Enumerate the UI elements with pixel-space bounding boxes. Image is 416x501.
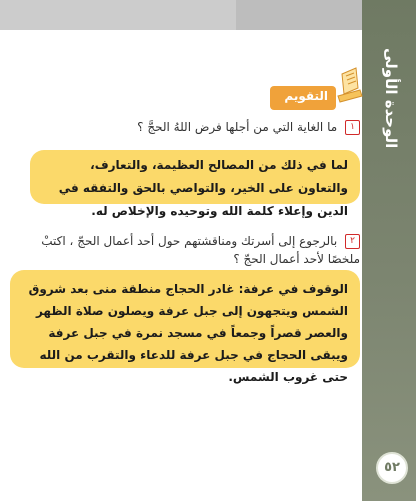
answer-2-text: الوقوف في عرفة: غادر الحجاج منطقة منى بعد شروق الشمس ويتجهون إلى جبل عرفة ويصلون صلاة الظهر والعصر قصراً وجمعاً في مسجد نمرة في جبل عرفة ويبقى الحجاج في جبل عرفة للدعاء والتقرب من الله حتى غروب الشمس. [28, 282, 348, 384]
evaluation-badge-label: التقويم [284, 89, 328, 103]
answer-1-box [30, 150, 360, 218]
question-2-number: ٢ [345, 234, 360, 249]
page-number: ٥٢ [376, 452, 408, 484]
answer-2-box [10, 270, 360, 384]
book-pencil-icon [334, 66, 364, 106]
question-1 [40, 118, 360, 136]
evaluation-badge [270, 86, 336, 110]
question-1-number: ١ [345, 120, 360, 135]
question-2-text: بالرجوع إلى أسرتك ومناقشتهم حول أحد أعمال الحجّ ، اكتبْ ملخصًا لأحد أعمال الحجّ ؟ [41, 234, 360, 266]
question-2 [40, 232, 360, 268]
unit-title: الوحدة الأولى [382, 48, 400, 149]
question-1-text: ما الغاية التي من أجلها فرض اللهُ الحجَّ ؟ [137, 120, 338, 134]
answer-1-text: لما في ذلك من المصالح العظيمة، والتعارف، والتعاون على الخير، والتواصي بالحق والتفقه في الدين وإعلاء كلمة الله وتوحيده والإخلاص له. [58, 158, 348, 218]
